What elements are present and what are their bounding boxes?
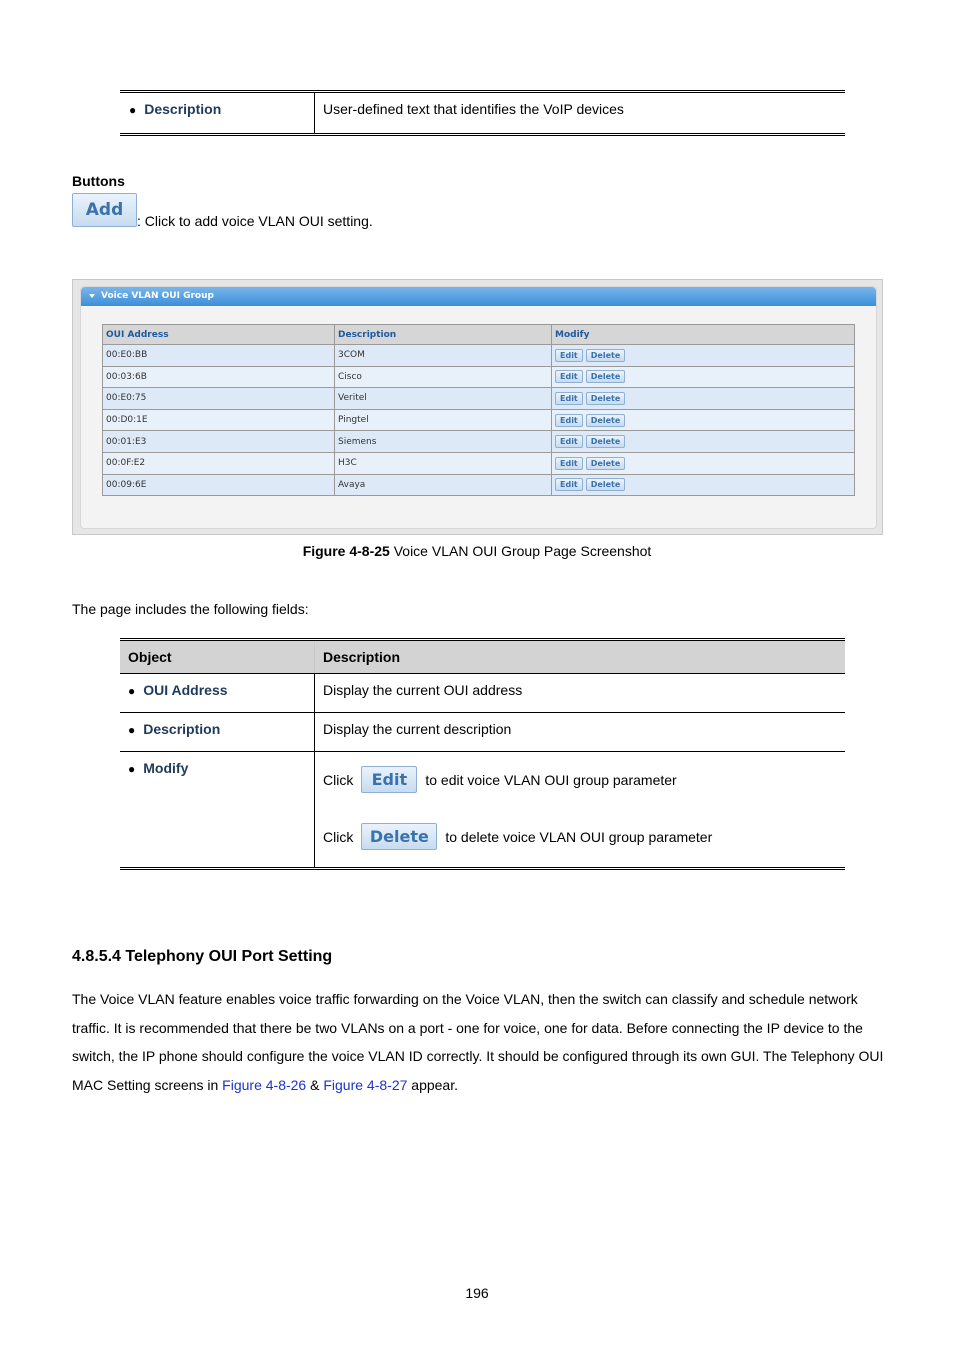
- figure-link-27[interactable]: Figure 4-8-27: [323, 1077, 408, 1094]
- table-row: [120, 674, 845, 713]
- row-delete-button[interactable]: Delete: [586, 478, 625, 491]
- oui-group-table: [102, 324, 855, 496]
- top-table-divider: [314, 93, 315, 133]
- description-cell: Display the current OUI address: [315, 674, 846, 713]
- paragraph-text: The Voice VLAN feature enables voice traffic forwarding on the Voice VLAN, then the switch can classify and schedule network traffic. It is recommended that there be two VLANs on a port - one for voice, one for data. Before connecting the IP device to the switch, the IP phone should configure the voice VLAN ID correctly. It should be configured through its own GUI. The Telephony OUI MAC Setting screens in: [72, 991, 884, 1094]
- buttons-heading: Buttons: [72, 173, 125, 189]
- oui-address-cell: 00:E0:75: [103, 388, 335, 410]
- oui-row: [103, 409, 855, 431]
- oui-address-cell: 00:0F:E2: [103, 452, 335, 474]
- column-oui-address: OUI Address: [103, 325, 335, 345]
- edit-button[interactable]: Edit: [361, 766, 417, 793]
- oui-modify-cell: [552, 366, 855, 388]
- add-button-description: : Click to add voice VLAN OUI setting.: [137, 213, 373, 229]
- top-table-border-top: [120, 90, 845, 93]
- row-delete-button[interactable]: Delete: [586, 414, 625, 427]
- figure-caption-text: Voice VLAN OUI Group Page Screenshot: [389, 543, 652, 559]
- row-edit-button[interactable]: Edit: [555, 370, 583, 383]
- table-row: [120, 752, 845, 869]
- row-delete-button[interactable]: Delete: [586, 370, 625, 383]
- row-edit-button[interactable]: Edit: [555, 478, 583, 491]
- header-description: Description: [315, 640, 846, 674]
- oui-modify-cell: [552, 409, 855, 431]
- description-cell: Display the current description: [315, 713, 846, 752]
- oui-address-cell: 00:03:6B: [103, 366, 335, 388]
- bullet-icon: ●: [128, 684, 136, 698]
- figure-link-26[interactable]: Figure 4-8-26: [222, 1077, 307, 1094]
- delete-description: to delete voice VLAN OUI group parameter: [445, 828, 713, 845]
- section-paragraph: [72, 985, 884, 1100]
- figure-caption: [0, 543, 954, 559]
- bullet-icon: ●: [129, 103, 137, 117]
- row-delete-button[interactable]: Delete: [586, 457, 625, 470]
- oui-row: [103, 474, 855, 496]
- oui-address-cell: 00:D0:1E: [103, 409, 335, 431]
- object-name: Description: [143, 721, 221, 737]
- fields-table: [120, 638, 845, 870]
- oui-description-cell: Avaya: [335, 474, 552, 496]
- row-delete-button[interactable]: Delete: [586, 392, 625, 405]
- row-delete-button[interactable]: Delete: [586, 435, 625, 448]
- row-edit-button[interactable]: Edit: [555, 392, 583, 405]
- delete-line: [323, 823, 837, 850]
- oui-row: [103, 431, 855, 453]
- bullet-icon: ●: [128, 723, 136, 737]
- row-edit-button[interactable]: Edit: [555, 414, 583, 427]
- header-object: Object: [120, 640, 315, 674]
- oui-modify-cell: [552, 388, 855, 410]
- click-text: Click: [323, 828, 354, 845]
- row-edit-button[interactable]: Edit: [555, 457, 583, 470]
- oui-address-cell: 00:09:6E: [103, 474, 335, 496]
- oui-description-cell: H3C: [335, 452, 552, 474]
- object-name: OUI Address: [143, 682, 228, 698]
- add-button[interactable]: Add: [72, 193, 137, 227]
- row-edit-button[interactable]: Edit: [555, 349, 583, 362]
- oui-row: [103, 452, 855, 474]
- top-table-description: User-defined text that identifies the VoIP devices: [323, 101, 624, 117]
- panel-title: Voice VLAN OUI Group: [101, 291, 214, 301]
- edit-description: to edit voice VLAN OUI group parameter: [425, 771, 677, 788]
- page-number: 196: [465, 1285, 489, 1301]
- oui-address-cell: 00:01:E3: [103, 431, 335, 453]
- oui-description-cell: 3COM: [335, 345, 552, 367]
- oui-description-cell: Siemens: [335, 431, 552, 453]
- ampersand: &: [306, 1077, 324, 1094]
- column-description: Description: [335, 325, 552, 345]
- oui-modify-cell: [552, 452, 855, 474]
- click-text: Click: [323, 771, 354, 788]
- oui-description-cell: Cisco: [335, 366, 552, 388]
- object-name: Description: [144, 101, 222, 117]
- table-row: [120, 713, 845, 752]
- column-modify: Modify: [552, 325, 855, 345]
- bullet-icon: ●: [128, 762, 136, 776]
- top-table-object: [129, 101, 221, 119]
- oui-modify-cell: [552, 345, 855, 367]
- oui-row: [103, 366, 855, 388]
- object-cell: [120, 674, 315, 713]
- section-heading: 4.8.5.4 Telephony OUI Port Setting: [72, 948, 333, 965]
- oui-address-cell: 00:E0:BB: [103, 345, 335, 367]
- oui-row: [103, 345, 855, 367]
- figure-label: Figure 4-8-25: [302, 543, 390, 559]
- row-edit-button[interactable]: Edit: [555, 435, 583, 448]
- fields-intro: The page includes the following fields:: [72, 601, 309, 617]
- object-cell: [120, 713, 315, 752]
- top-table-border-bottom: [120, 133, 845, 136]
- object-cell: [120, 752, 315, 869]
- delete-button[interactable]: Delete: [361, 823, 437, 850]
- oui-modify-cell: [552, 431, 855, 453]
- paragraph-text-end: appear.: [407, 1077, 458, 1094]
- panel-header[interactable]: [81, 287, 876, 306]
- collapse-arrow-icon[interactable]: [89, 294, 95, 298]
- object-name: Modify: [143, 760, 189, 776]
- edit-line: [323, 766, 837, 793]
- row-delete-button[interactable]: Delete: [586, 349, 625, 362]
- oui-modify-cell: [552, 474, 855, 496]
- oui-description-cell: Pingtel: [335, 409, 552, 431]
- oui-row: [103, 388, 855, 410]
- description-cell: [315, 752, 846, 869]
- oui-description-cell: Veritel: [335, 388, 552, 410]
